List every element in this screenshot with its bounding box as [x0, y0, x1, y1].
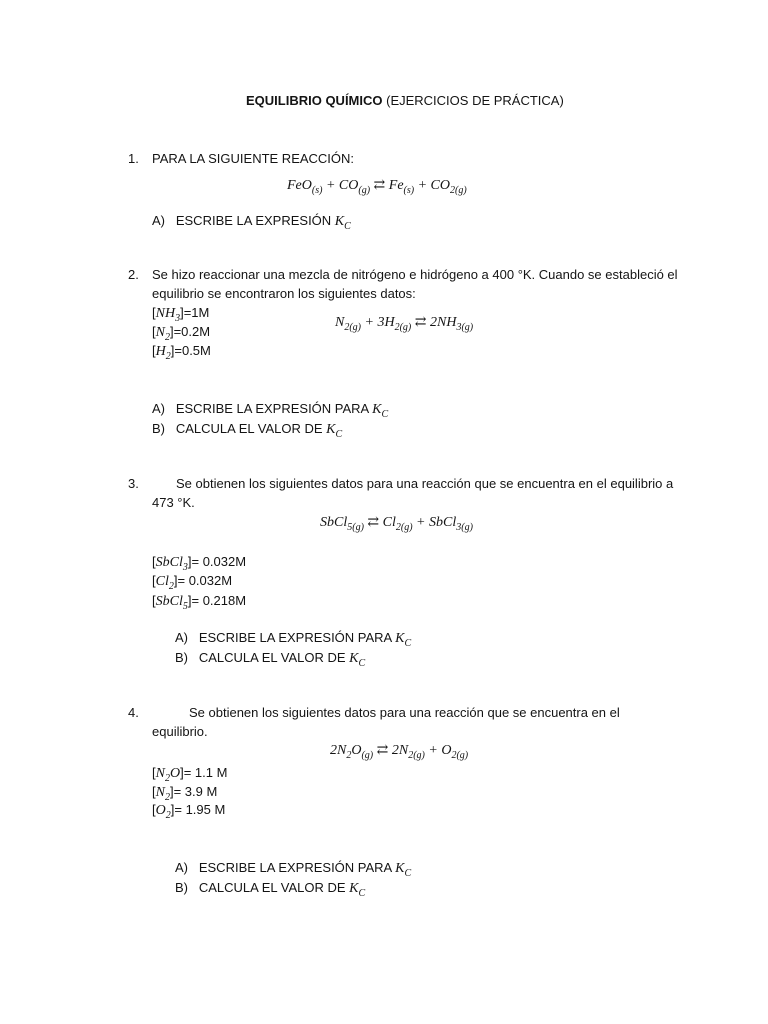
exercise-1-equation: $FeO_{(s)} + CO_{(g)}$ ⇄ $Fe_{(s)} + CO_{2(g)}$ — [287, 178, 467, 196]
concentration-value: = 0.218M — [191, 593, 247, 608]
kc-symbol: K — [326, 422, 336, 437]
species-subscript: 5 — [182, 600, 188, 612]
exercise-3-task-b — [175, 649, 365, 673]
kc-symbol: K — [395, 861, 405, 876]
exercise-3-data-2: $[Cl_2]= 0.032M$ — [152, 573, 233, 592]
page-title — [246, 92, 564, 110]
kc-symbol: K — [395, 631, 405, 646]
exercise-4-equation: $2N_2O_{(g)}$ ⇄ $2N_{2(g)} + O_{2(g)}$ — [330, 743, 469, 761]
kc-symbol: K — [372, 402, 382, 417]
species-subscript: 3 — [175, 312, 181, 324]
species: O — [155, 803, 166, 818]
exercise-3-equation: SbCl$_{5(g)}$ ⇄ $Cl_{2(g)}$ + SbCl$_{3(g)}$ — [320, 515, 473, 533]
kc-subscript: C — [358, 887, 366, 899]
exercise-4-task-b — [175, 879, 365, 903]
kc-subscript: C — [358, 657, 366, 669]
kc-symbol: K — [334, 214, 345, 229]
exercise-1-task-a — [152, 212, 351, 236]
concentration-value: = 1.95 M — [174, 802, 226, 817]
exercise-2-data-1: $[NH_3]=1M$ — [152, 305, 210, 324]
concentration-value: =0.5M — [174, 343, 211, 358]
task-text: ESCRIBE LA EXPRESIÓN PARA — [175, 401, 373, 416]
task-text: ESCRIBE LA EXPRESIÓN PARA — [198, 860, 396, 875]
species: Cl — [155, 574, 169, 589]
species: N — [155, 785, 165, 800]
exercise-4-data-3: $[O_2]= 1.95$ M — [152, 802, 226, 821]
exercise-3-text-line-2: 473 °K. — [152, 495, 195, 510]
species-subscript: 2 — [165, 350, 171, 362]
kc-symbol: K — [349, 881, 359, 896]
exercise-1-number: 1. — [128, 151, 139, 166]
exercise-3-text-line-1: Se obtienen los siguientes datos para una reacción que se encuentra en el equilibrio a — [176, 476, 674, 491]
species: NH — [155, 306, 176, 321]
concentration-value: = 0.032M — [177, 573, 233, 588]
exercise-1-text: PARA LA SIGUIENTE REACCIÓN: — [152, 151, 355, 166]
exercise-4-number: 4. — [128, 705, 139, 720]
species-subscript: 3 — [182, 561, 188, 573]
concentration-value: = 3.9 M — [173, 784, 218, 799]
species: SbCl — [155, 555, 183, 570]
exercise-3-number: 3. — [128, 476, 139, 491]
exercise-4-text-line-2: equilibrio. — [152, 724, 208, 739]
exercise-2-data-2: $[N_2]=0.2M$ — [152, 324, 211, 343]
concentration-value: = 0.032M — [191, 554, 247, 569]
task-text: ESCRIBE LA EXPRESIÓN PARA — [198, 630, 396, 645]
exercise-2-text-line-1: Se hizo reaccionar una mezcla de nitrógeno e hidrógeno a 400 °K. Cuando se estableció el — [152, 267, 678, 282]
species: H — [155, 344, 166, 359]
concentration-value: = 1.1 M — [183, 765, 228, 780]
concentration-value: =0.2M — [173, 324, 211, 339]
task-letter: B) — [175, 650, 188, 665]
title-bold: EQUILIBRIO QUÍMICO — [246, 93, 383, 108]
species: SbCl — [155, 594, 183, 609]
exercise-2-task-b — [152, 420, 342, 444]
task-text: ESCRIBE LA EXPRESIÓN — [175, 213, 335, 228]
task-letter: A) — [175, 860, 188, 875]
species-subscript: 2 — [165, 809, 171, 821]
exercise-4-data-2: $[N_2]= 3.9$ M — [152, 784, 218, 803]
task-text: CALCULA EL VALOR DE — [198, 650, 350, 665]
exercise-2-number: 2. — [128, 267, 139, 282]
exercise-3-data-1: [SbCl$_3$]= 0.032M — [152, 554, 247, 573]
exercise-4-text-line-1: Se obtienen los siguientes datos para una reacción que se encuentra en el — [189, 705, 620, 720]
title-rest: (EJERCICIOS DE PRÁCTICA) — [382, 93, 564, 108]
concentration-value: =1M — [183, 305, 210, 320]
kc-subscript: C — [381, 408, 389, 420]
kc-symbol: K — [349, 651, 359, 666]
exercise-3-data-3: [SbCl$_5$]= 0.218M — [152, 593, 247, 612]
kc-subscript: C — [404, 637, 412, 649]
kc-subscript: C — [344, 220, 351, 232]
kc-subscript: C — [404, 867, 412, 879]
task-letter: B) — [175, 880, 188, 895]
exercise-2-equation: $N_{2(g)} + 3H_{2(g)}$ ⇄ $2NH_{3(g)}$ — [335, 315, 474, 333]
task-text: CALCULA EL VALOR DE — [198, 880, 350, 895]
species-subscript: 2 — [168, 580, 174, 592]
kc-subscript: C — [335, 428, 343, 440]
task-letter: A) — [152, 213, 165, 228]
exercise-4-data-1: $[N_2O]= 1.1$ M — [152, 765, 228, 784]
exercise-2-data-3: $[H_2]=0.5M$ — [152, 343, 211, 362]
task-letter: B) — [152, 421, 165, 436]
task-letter: A) — [175, 630, 188, 645]
species: N — [155, 766, 165, 781]
species: N — [155, 325, 165, 340]
task-letter: A) — [152, 401, 165, 416]
species-subscript: 2 — [164, 772, 170, 784]
exercise-2-text-line-2: equilibrio se encontraron los siguientes datos: — [152, 286, 416, 301]
species-subscript: 2 — [164, 331, 170, 343]
task-text: CALCULA EL VALOR DE — [175, 421, 327, 436]
species-subscript: 2 — [164, 791, 170, 803]
species-tail: O — [169, 766, 181, 781]
